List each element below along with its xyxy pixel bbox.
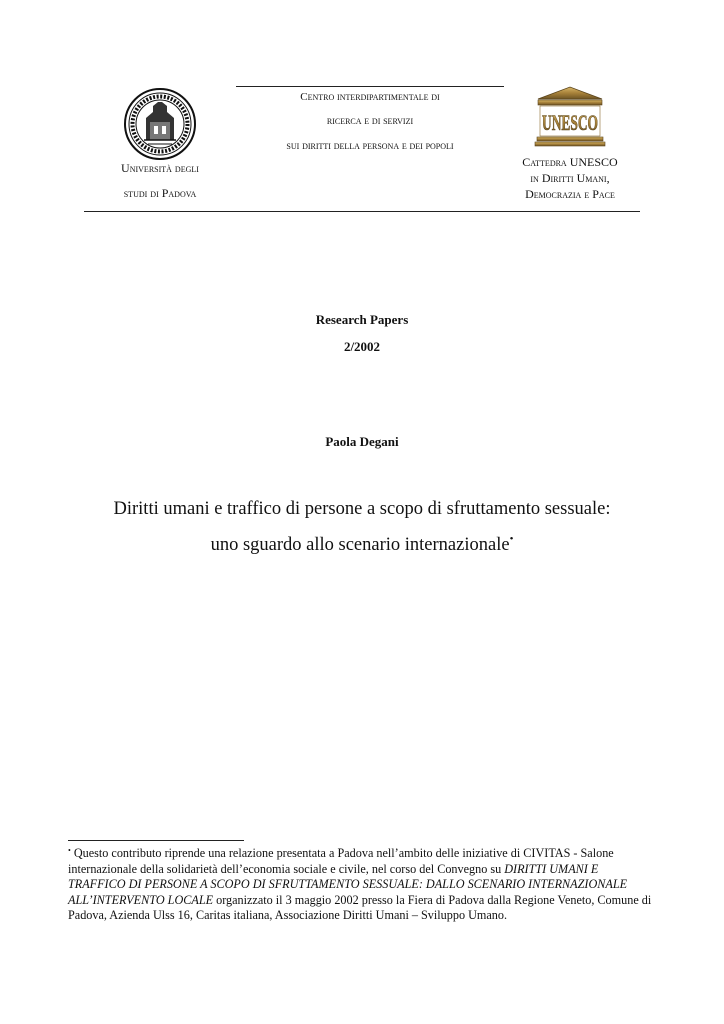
unesco-chair-line-3: Democrazia e Pace [525,187,615,201]
center-name-line-2: ricerca e di servizi [326,115,414,127]
series-name: Research Papers [315,312,409,327]
center-name-line-3: sui diritti della persona e dei popoli [286,140,454,152]
unesco-logo-text: UNESCO [542,110,598,135]
paper-number: 2/2002 [343,339,381,354]
footnote-separator [68,840,244,841]
paper-title-line-2-text: uno sguardo allo scenario internazionale [210,535,510,555]
unesco-chair-line-2: in Diritti Umani, [530,171,610,185]
unesco-chair-line-1: Cattedra UNESCO [522,155,618,169]
paper-title-line-2 [0,534,724,556]
center-name-line-1: Centro interdipartimentale di [300,91,440,103]
paper-title-line-1: Diritti umani e traffico di persone a scopo di sfruttamento sessuale: [113,499,611,519]
header-bottom-rule [84,211,640,212]
footnote-conference-title: DIRITTI UMANI E TRAFFICO DI PERSONE A SCOPO DI SFRUTTAMENTO SESSUALE: DALLO SCENARIO INTERNAZIONALE ALL’INTERVENTO LOCALE [68,861,628,907]
footnote-marker: • [509,533,514,545]
university-name-line-1: Università degli [121,161,199,175]
university-name-line-2: studi di Padova [123,186,197,200]
footnote [68,846,652,924]
header-top-rule [236,86,504,87]
footnote-mark: • [68,846,71,855]
university-seal-icon [124,88,196,160]
unesco-logo-icon [534,85,606,147]
footnote-text-part1: Questo contributo riprende una relazione presentata a Padova nell’ambito delle iniziative di CIVITAS - Salone internazionale della solidarietà dell’economia sociale e civile, nel corso del Convegno su [68,846,614,876]
author-name: Paola Degani [325,434,399,449]
footnote-text-part2: organizzato il 3 maggio 2002 presso la Fiera di Padova dalla Regione Veneto, Comune di Padova, Azienda Ulss 16, Caritas italiana, Associazione Diritti Umani – Sviluppo Umano. [68,892,652,922]
